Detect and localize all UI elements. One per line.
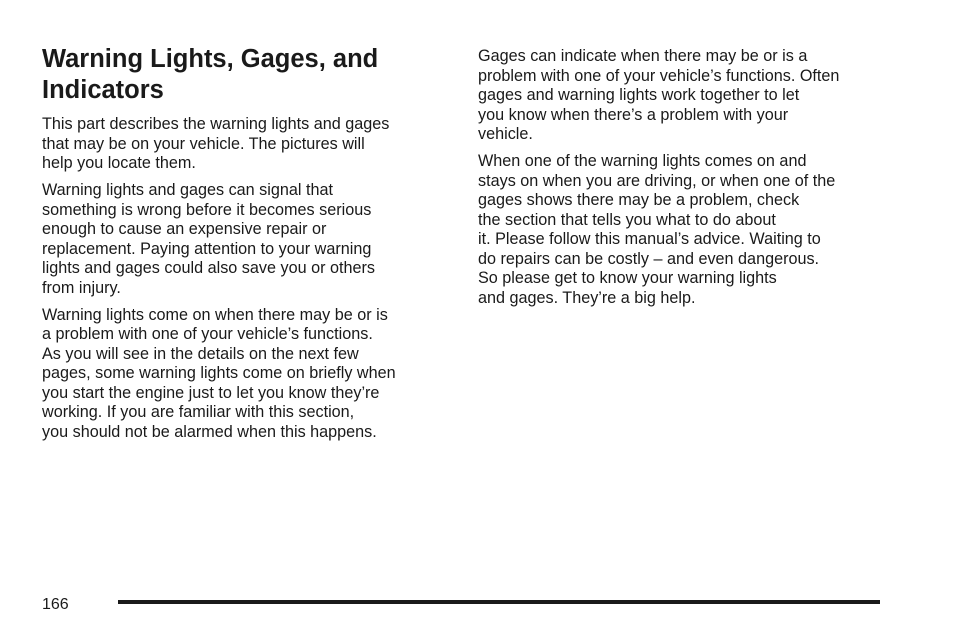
text-line: replacement. Paying attention to your warning [42, 239, 372, 258]
text-line: a problem with one of your vehicle’s functions. [42, 325, 373, 343]
text-line: that may be on your vehicle. The pictures will [42, 134, 365, 153]
text-line: So please get to know your warning lights [478, 269, 777, 287]
text-line: and gages. They’re a big help. [478, 288, 696, 307]
text-line: When one of the warning lights comes on and [478, 152, 807, 170]
text-line: problem with one of your vehicle’s functions. Often [478, 66, 840, 85]
text-line: the section that tells you what to do about [478, 210, 776, 229]
text-line: something is wrong before it becomes serious [42, 200, 372, 219]
text-line: from injury. [42, 278, 121, 297]
text-line: stays on when you are driving, or when one of the [478, 171, 836, 190]
page-title-line: Warning Lights, Gages, and [42, 45, 379, 73]
paragraph-warning-lights [42, 306, 442, 443]
paragraph-signal [42, 181, 442, 298]
footer-rule [118, 600, 880, 604]
left-column [42, 115, 442, 450]
right-column [478, 47, 888, 316]
text-line: pages, some warning lights come on briefly when [42, 364, 396, 382]
text-line: you know when there’s a problem with your [478, 105, 789, 124]
text-line: gages and warning lights work together to let [478, 86, 800, 104]
text-line: Gages can indicate when there may be or is a [478, 47, 808, 65]
text-line: help you locate them. [42, 154, 196, 172]
text-line: Warning lights come on when there may be or is [42, 305, 388, 324]
paragraph-intro [42, 115, 442, 174]
text-line: Warning lights and gages can signal that [42, 181, 333, 199]
text-line: you start the engine just to let you know they’re [42, 383, 380, 402]
text-line: it. Please follow this manual’s advice. Waiting to [478, 230, 821, 248]
text-line: lights and gages could also save you or others [42, 259, 375, 277]
page-title-line: Indicators [42, 76, 164, 104]
text-line: gages shows there may be a problem, check [478, 191, 800, 209]
text-line: working. If you are familiar with this section, [42, 403, 355, 421]
text-line: vehicle. [478, 125, 533, 143]
text-line: As you will see in the details on the next few [42, 344, 359, 363]
page-number: 166 [42, 596, 69, 613]
page-title [42, 44, 442, 106]
text-line: This part describes the warning lights and gages [42, 115, 390, 133]
paragraph-advice [478, 152, 888, 308]
paragraph-gages [478, 47, 888, 145]
text-line: you should not be alarmed when this happens. [42, 422, 377, 441]
text-line: enough to cause an expensive repair or [42, 220, 327, 238]
text-line: do repairs can be costly – and even dangerous. [478, 249, 820, 268]
